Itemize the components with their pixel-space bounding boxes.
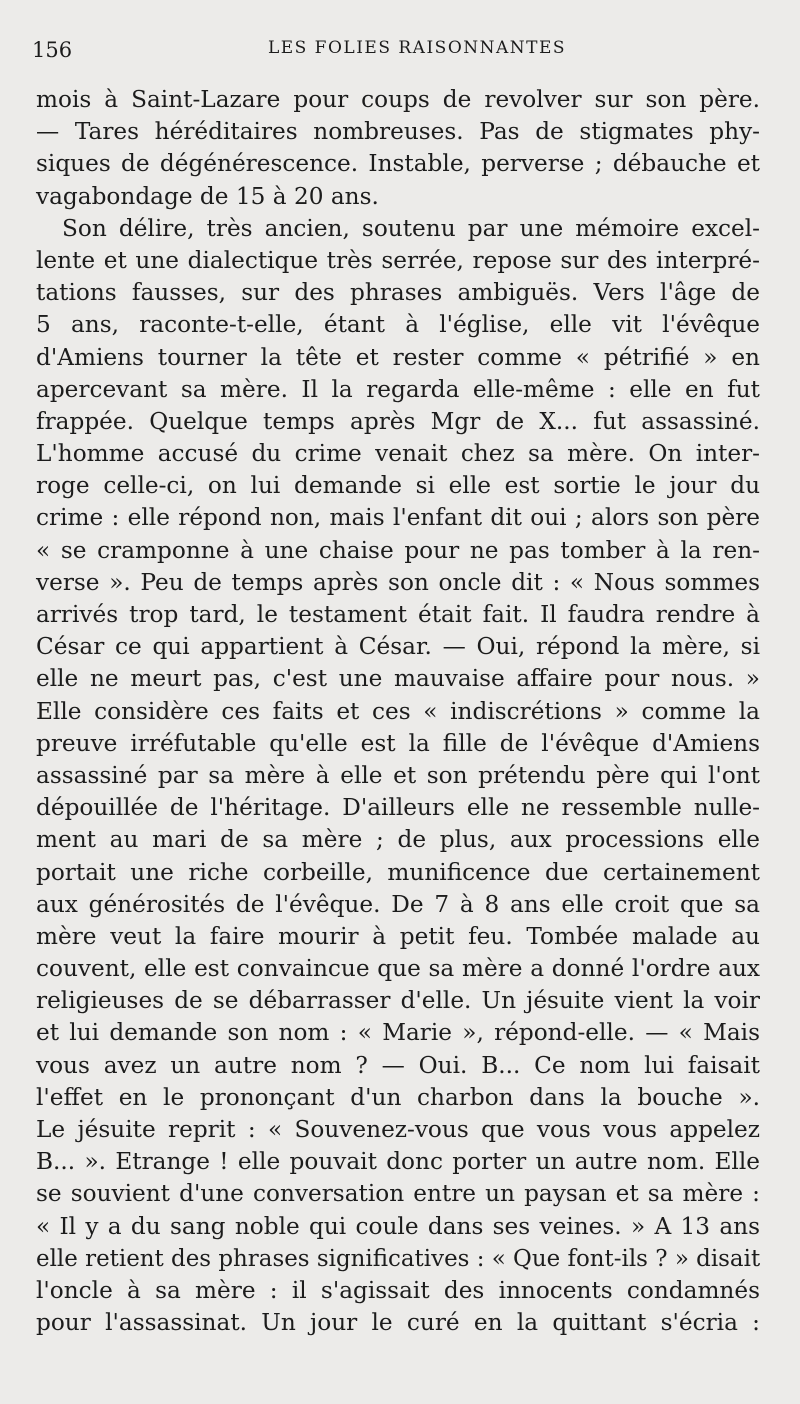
text-line: 5 ans, raconte-t-elle, étant à l'église, elle vit l'évêque [36, 311, 760, 339]
text-line: elle retient des phrases significatives : « Que font-ils ? » disait [36, 1244, 761, 1272]
text-line: Le jésuite reprit : « Souvenez-vous que vous vous appelez [36, 1116, 760, 1143]
text-line: elle ne meurt pas, c'est une mauvaise affaire pour nous. » [36, 665, 760, 693]
text-line: dépouillée de l'héritage. D'ailleurs elle ne ressemble nulle- [36, 794, 760, 822]
text-line: preuve irréfutable qu'elle est la fille de l'évêque d'Amiens [36, 729, 760, 757]
text-line: B... ». Etrange ! elle pouvait donc porter un autre nom. Elle [36, 1148, 760, 1176]
text-line: vagabondage de 15 à 20 ans. [36, 182, 379, 210]
text-line: « se cramponne à une chaise pour ne pas tomber à la ren- [36, 536, 760, 564]
text-line: lente et une dialectique très serrée, repose sur des interpré- [36, 246, 760, 274]
text-line: mois à Saint-Lazare pour coups de revolver sur son père. [36, 86, 760, 113]
text-line: mère veut la faire mourir à petit feu. Tombée malade au [36, 922, 760, 950]
text-line: couvent, elle est convaincue que sa mère a donné l'ordre aux [36, 955, 760, 983]
text-line: — Tares héréditaires nombreuses. Pas de stigmates phy- [36, 118, 760, 146]
text-line: apercevant sa mère. Il la regarda elle-même : elle en fut [36, 375, 760, 403]
text-line: « Il y a du sang noble qui coule dans ses veines. » A 13 ans [36, 1212, 760, 1240]
text-line: L'homme accusé du crime venait chez sa mère. On inter- [36, 440, 760, 468]
body-text [36, 84, 760, 1339]
text-line: ment au mari de sa mère ; de plus, aux processions elle [36, 826, 760, 854]
running-title: LES FOLIES RAISONNANTES [267, 38, 567, 58]
text-line: pour l'assassinat. Un jour le curé en la quittant s'écria : [36, 1309, 760, 1337]
text-line: religieuses de se débarrasser d'elle. Un jésuite vient la voir [36, 987, 760, 1015]
text-line: vous avez un autre nom ? — Oui. B... Ce nom lui faisait [36, 1051, 760, 1079]
page-number: 156 [32, 38, 73, 62]
text-line: aux générosités de l'évêque. De 7 à 8 ans elle croit que sa [36, 890, 760, 918]
text-line: et lui demande son nom : « Marie », répond-elle. — « Mais [36, 1019, 760, 1047]
text-line: crime : elle répond non, mais l'enfant dit oui ; alors son père [36, 504, 760, 532]
text-line: siques de dégénérescence. Instable, perverse ; débauche et [36, 150, 760, 178]
paragraph-first-line: Son délire, très ancien, soutenu par une mémoire excel- [62, 214, 760, 242]
text-line: assassiné par sa mère à elle et son prétendu père qui l'ont [36, 761, 760, 789]
text-line: d'Amiens tourner la tête et rester comme « pétrifié » en [36, 343, 760, 371]
text-line: arrivés trop tard, le testament était fait. Il faudra rendre à [36, 601, 760, 628]
text-line: tations fausses, sur des phrases ambiguës. Vers l'âge de [36, 279, 760, 307]
text-line: l'oncle à sa mère : il s'agissait des innocents condamnés [36, 1276, 760, 1304]
text-line: se souvient d'une conversation entre un paysan et sa mère : [36, 1180, 760, 1208]
text-line: Elle considère ces faits et ces « indiscrétions » comme la [36, 697, 760, 725]
page-header [32, 34, 762, 64]
text-line: César ce qui appartient à César. — Oui, répond la mère, si [36, 633, 760, 661]
text-line: portait une riche corbeille, munificence due certainement [36, 858, 760, 886]
text-line: l'effet en le prononçant d'un charbon dans la bouche ». [36, 1083, 760, 1111]
text-line: roge celle-ci, on lui demande si elle est sortie le jour du [36, 472, 760, 500]
text-line: verse ». Peu de temps après son oncle dit : « Nous sommes [36, 568, 760, 596]
text-line: frappée. Quelque temps après Mgr de X... fut assassiné. [36, 407, 760, 435]
